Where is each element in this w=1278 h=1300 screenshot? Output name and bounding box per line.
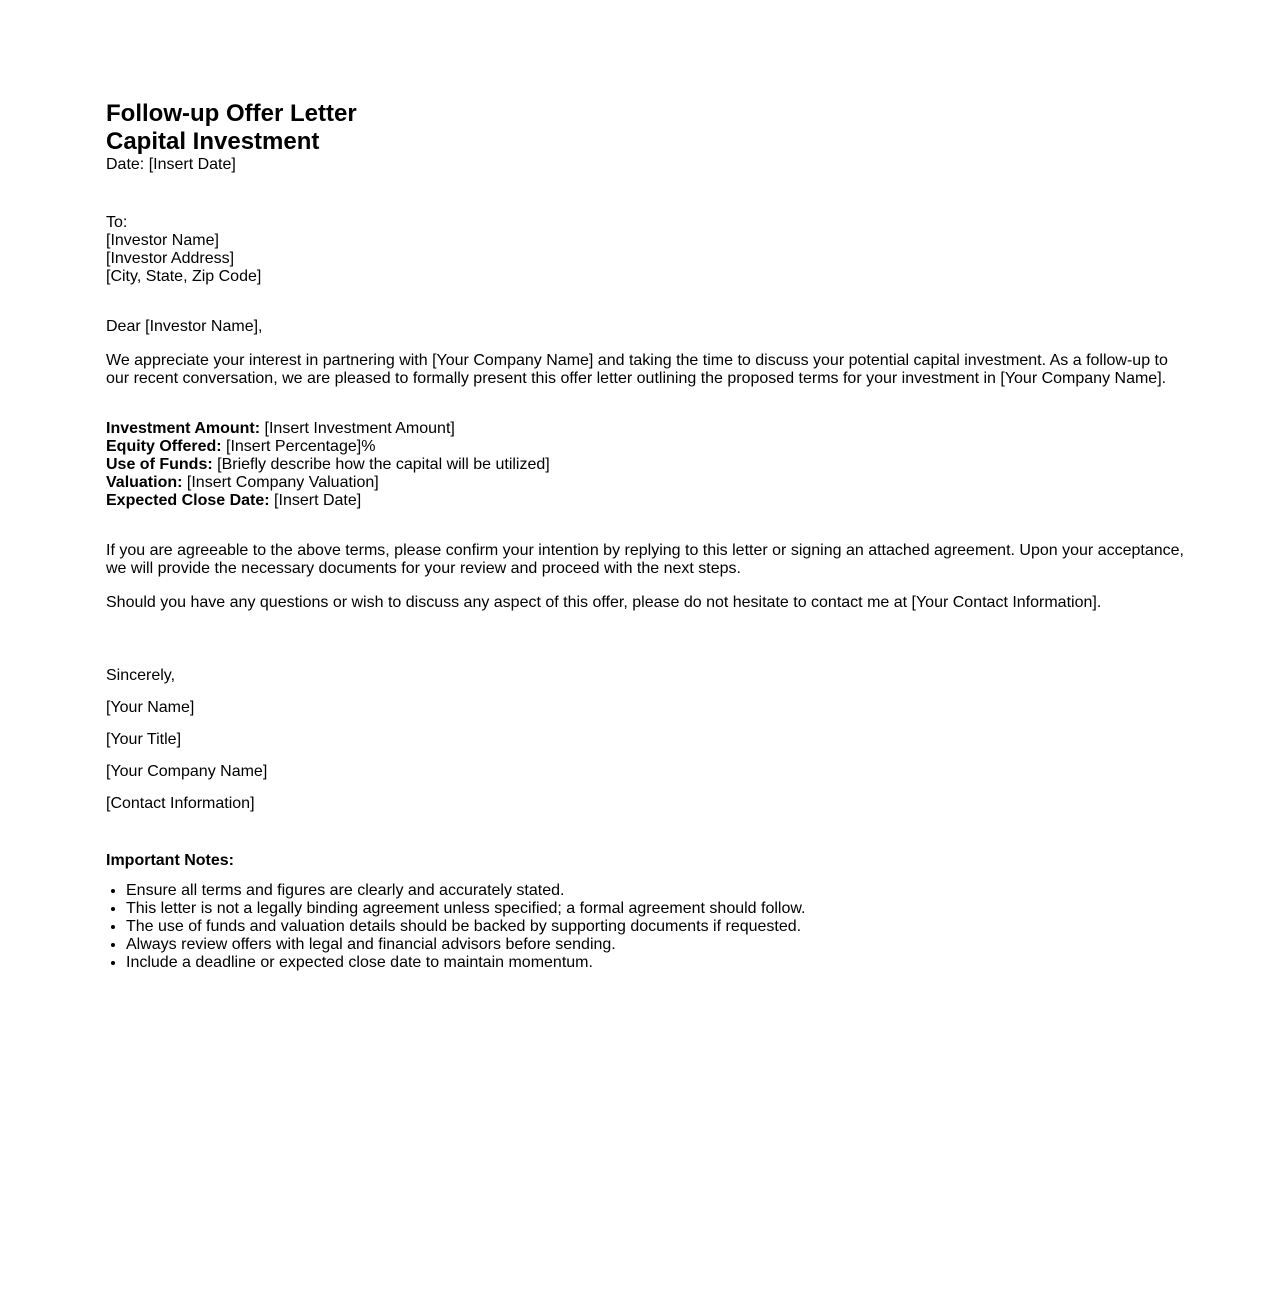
list-item: • This letter is not a legally binding agreement unless specified; a formal agreement should follow. bbox=[126, 900, 1206, 918]
term-label: Equity Offered: bbox=[106, 438, 222, 455]
contact-paragraph: Should you have any questions or wish to discuss any aspect of this offer, please do not hesitate to contact me at [Your Contact Information]. bbox=[106, 594, 1102, 611]
acceptance-paragraph: If you are agreeable to the above terms, please confirm your intention by replying to this letter or signing an attached agreement. Upon your acceptance, we will provide the necessary documents for your review and proceed with the next steps. bbox=[106, 542, 1184, 577]
letter-title bbox=[106, 100, 1206, 156]
term-expected-close-date bbox=[106, 492, 1206, 510]
list-item: • Ensure all terms and figures are clearly and accurately stated. bbox=[126, 882, 1206, 900]
list-item: • Always review offers with legal and financial advisors before sending. bbox=[126, 936, 1206, 954]
term-equity-offered bbox=[106, 438, 1206, 456]
title-line-2: Capital Investment bbox=[106, 128, 320, 155]
term-value: [Insert Date] bbox=[269, 492, 362, 509]
term-label: Use of Funds: bbox=[106, 456, 213, 473]
terms-list bbox=[106, 420, 1206, 510]
recipient-city-state-zip: [City, State, Zip Code] bbox=[106, 268, 262, 285]
term-use-of-funds bbox=[106, 456, 1206, 474]
term-value: [Insert Percentage]% bbox=[221, 438, 376, 455]
sender-name: [Your Name] bbox=[106, 699, 195, 716]
recipient-name: [Investor Name] bbox=[106, 232, 219, 249]
salutation: Dear [Investor Name], bbox=[106, 318, 263, 335]
title-line-1: Follow-up Offer Letter bbox=[106, 100, 357, 127]
recipient-to-label: To: bbox=[106, 214, 128, 231]
recipient-address: [Investor Address] bbox=[106, 250, 235, 267]
term-label: Expected Close Date: bbox=[106, 492, 270, 509]
term-value: [Insert Company Valuation] bbox=[182, 474, 379, 491]
term-value: [Insert Investment Amount] bbox=[260, 420, 455, 437]
notes-list bbox=[106, 882, 1206, 972]
term-label: Valuation: bbox=[106, 474, 183, 491]
sender-company: [Your Company Name] bbox=[106, 763, 268, 780]
sign-off: Sincerely, bbox=[106, 667, 176, 684]
letter-date: Date: [Insert Date] bbox=[106, 156, 236, 173]
recipient-block bbox=[106, 214, 1206, 286]
term-value: [Briefly describe how the capital will be utilized] bbox=[212, 456, 550, 473]
list-item: • Include a deadline or expected close date to maintain momentum. bbox=[126, 954, 1206, 972]
term-investment-amount bbox=[106, 420, 1206, 438]
intro-paragraph: We appreciate your interest in partnering with [Your Company Name] and taking the time to discuss your potential capital investment. As a follow-up to our recent conversation, we are pleased to formally present this offer letter outlining the proposed terms for your investment in [Your Company Name]. bbox=[106, 352, 1168, 387]
sender-contact: [Contact Information] bbox=[106, 795, 255, 812]
list-item: • The use of funds and valuation details should be backed by supporting documents if requested. bbox=[126, 918, 1206, 936]
term-label: Investment Amount: bbox=[106, 420, 261, 437]
sender-title: [Your Title] bbox=[106, 731, 182, 748]
closing-block bbox=[106, 667, 1206, 813]
term-valuation bbox=[106, 474, 1206, 492]
notes-heading: Important Notes: bbox=[106, 852, 234, 869]
